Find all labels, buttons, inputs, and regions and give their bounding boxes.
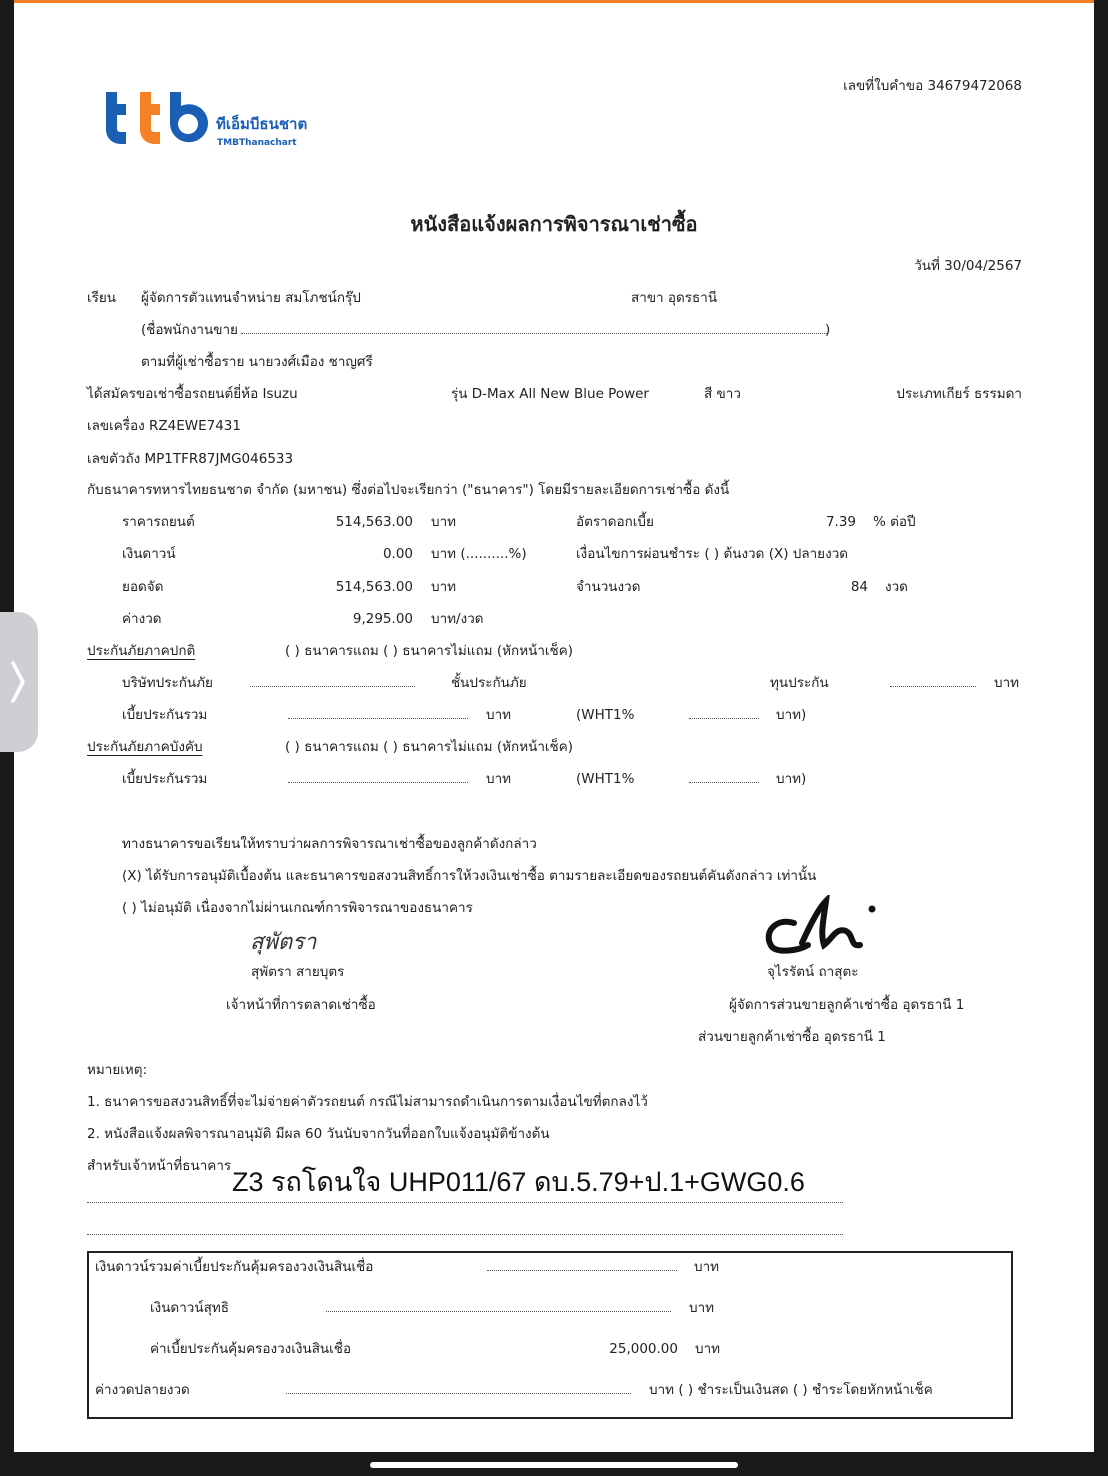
summary-credit-premium-label: ค่าเบี้ยประกันคุ้มครองวงเงินสินเชื่อ: [150, 1341, 352, 1357]
normal-wht-label: (WHT1%: [576, 707, 635, 723]
rate-unit: % ต่อปี: [873, 514, 916, 530]
vehicle-brand: ได้สมัครขอเช่าซื้อรถยนต์ยี่ห้อ Isuzu: [87, 386, 298, 402]
chevron-right-icon: [10, 660, 26, 704]
rate-label: อัตราดอกเบี้ย: [576, 514, 654, 530]
compulsory-insurance-options: ( ) ธนาคารแถม ( ) ธนาคารไม่แถม (หักหน้าเช็ค): [285, 739, 573, 755]
installment-unit: บาท/งวด: [431, 611, 484, 627]
normal-insurance-options: ( ) ธนาคารแถม ( ) ธนาคารไม่แถม (หักหน้าเช็ค): [285, 643, 573, 659]
vehicle-gear: ประเภทเกียร์ ธรรมดา: [896, 386, 1022, 402]
compulsory-premium-label: เบี้ยประกันรวม: [122, 771, 208, 787]
summary-net-down-unit: บาท: [689, 1300, 715, 1316]
summary-down-total-unit: บาท: [694, 1259, 720, 1275]
staff-dotline-1: [87, 1192, 843, 1203]
normal-wht-unit: บาท): [776, 707, 807, 723]
summary-down-total-label: เงินดาวน์รวมค่าเบี้ยประกันคุ้มครองวงเงินสินเชื่อ: [95, 1259, 374, 1275]
left-signer-name: สุพัตรา สายบุตร: [251, 964, 345, 980]
staff-use-label: สำหรับเจ้าหน้าที่ธนาคาร: [87, 1158, 232, 1174]
right-signer-title: ผู้จัดการส่วนขายลูกค้าเช่าซื้อ อุดรธานี 1: [729, 997, 965, 1013]
down-unit: บาท (..........%): [431, 546, 527, 562]
normal-premium-label: เบี้ยประกันรวม: [122, 707, 208, 723]
logo-thai-text: ทีเอ็มบีธนชาต: [216, 115, 308, 133]
count-label: จำนวนงวด: [576, 579, 641, 595]
notes-label: หมายเหตุ:: [87, 1062, 148, 1078]
summary-credit-premium-value: 25,000.00: [609, 1341, 678, 1357]
applicant-line: ตามที่ผู้เช่าซื้อราย นายวงศ์เมือง ชาญศรี: [141, 354, 373, 370]
compulsory-wht-unit: บาท): [776, 771, 807, 787]
document-title: หนังสือแจ้งผลการพิจารณาเช่าซื้อ: [410, 212, 698, 236]
compulsory-premium-dotline: [288, 772, 468, 783]
down-label: เงินดาวน์: [122, 546, 176, 562]
to-branch: สาขา อุดรธานี: [631, 290, 718, 306]
price-value: 514,563.00: [335, 514, 413, 530]
note-1: 1. ธนาคารขอสงวนสิทธิ์ที่จะไม่จ่ายค่าตัวรถยนต์ กรณีไม่สามารถดำเนินการตามเงื่อนไขที่ตกลงไว้: [87, 1094, 648, 1110]
summary-net-down-label: เงินดาวน์สุทธิ: [150, 1300, 229, 1316]
sum-unit: บาท: [994, 675, 1020, 691]
vehicle-color: สี ขาว: [704, 386, 741, 402]
reference-number: เลขที่ใบคำขอ 34679472068: [843, 78, 1022, 94]
logo-eng-text: TMBThanachart: [217, 138, 297, 148]
compulsory-wht-label: (WHT1%: [576, 771, 635, 787]
side-panel-tab[interactable]: [0, 612, 38, 752]
terms-label: เงื่อนไขการผ่อนชำระ ( ) ต้นงวด (X) ปลายงวด: [576, 546, 849, 562]
staff-dotline: [241, 323, 827, 334]
home-indicator[interactable]: [370, 1462, 738, 1468]
right-signer-department: ส่วนขายลูกค้าเช่าซื้อ อุดรธานี 1: [698, 1029, 886, 1045]
financed-label: ยอดจัด: [122, 579, 164, 595]
right-signature-icon: [758, 895, 888, 957]
to-label: เรียน: [87, 290, 117, 306]
engine-number: เลขเครื่อง RZ4EWE7431: [87, 418, 241, 434]
result-approved: (X) ได้รับการอนุมัติเบื้องต้น และธนาคารขอสงวนสิทธิ์การให้วงเงินเช่าซื้อ ตามรายละเอียดของรถยนต์คันดังกล่าว เท่านั้น: [122, 868, 817, 884]
compulsory-premium-unit: บาท: [486, 771, 512, 787]
to-name: ผู้จัดการตัวแทนจำหน่าย สมโภชน์กรุ๊ป: [141, 290, 361, 306]
result-intro: ทางธนาคารขอเรียนให้ทราบว่าผลการพิจารณาเช่าซื้อของลูกค้าดังกล่าว: [122, 836, 537, 852]
normal-premium-unit: บาท: [486, 707, 512, 723]
summary-final-installment-options: บาท ( ) ชำระเป็นเงินสด ( ) ชำระโดยหักหน้าเช็ค: [649, 1382, 933, 1398]
bank-line: กับธนาคารทหารไทยธนชาต จำกัด (มหาชน) ซึ่งต่อไปจะเรียกว่า ("ธนาคาร") โดยมีรายละเอียดการเช่าซื้อ ดังนี้: [87, 482, 730, 498]
class-label: ชั้นประกันภัย: [451, 675, 527, 691]
staff-close: ): [825, 322, 831, 338]
left-signer-title: เจ้าหน้าที่การตลาดเช่าซื้อ: [226, 997, 376, 1013]
staff-label: (ชื่อพนักงานขาย: [141, 322, 238, 338]
financed-unit: บาท: [431, 579, 457, 595]
summary-final-installment-dotline: [286, 1383, 631, 1394]
vehicle-model: รุ่น D-Max All New Blue Power: [451, 386, 649, 402]
price-label: ราคารถยนต์: [122, 514, 195, 530]
summary-down-total-dotline: [487, 1260, 677, 1271]
normal-wht-dotline: [689, 708, 759, 719]
installment-value: 9,295.00: [352, 611, 413, 627]
note-2: 2. หนังสือแจ้งผลพิจารณาอนุมัติ มีผล 60 วันนับจากวันที่ออกใบแจ้งอนุมัติข้างต้น: [87, 1126, 550, 1142]
result-rejected: ( ) ไม่อนุมัติ เนื่องจากไม่ผ่านเกณฑ์การพิจารณาของธนาคาร: [122, 900, 473, 916]
count-unit: งวด: [885, 579, 908, 595]
normal-insurance-label: ประกันภัยภาคปกติ: [87, 643, 196, 659]
summary-net-down-dotline: [326, 1301, 671, 1312]
down-value: 0.00: [382, 546, 413, 562]
handwritten-note: Z3 รถโดนใจ UHP011/67 ดบ.5.79+ป.1+GWG0.6: [232, 1167, 805, 1197]
installment-label: ค่างวด: [122, 611, 162, 627]
sum-label: ทุนประกัน: [770, 675, 829, 691]
staff-dotline-2: [87, 1224, 843, 1235]
sum-dotline: [890, 676, 976, 687]
count-value: 84: [850, 579, 868, 595]
financed-value: 514,563.00: [335, 579, 413, 595]
compulsory-wht-dotline: [689, 772, 759, 783]
document-date: วันที่ 30/04/2567: [914, 258, 1022, 274]
summary-final-installment-label: ค่างวดปลายงวด: [95, 1382, 190, 1398]
right-signer-name: จุไรรัตน์ ถาสุตะ: [767, 964, 859, 980]
document-page: [14, 0, 1094, 1452]
ttb-logo-icon: [98, 90, 208, 148]
chassis-number: เลขตัวถัง MP1TFR87JMG046533: [87, 451, 294, 467]
insurer-label: บริษัทประกันภัย: [122, 675, 213, 691]
compulsory-insurance-label: ประกันภัยภาคบังคับ: [87, 739, 203, 755]
rate-value: 7.39: [825, 514, 856, 530]
price-unit: บาท: [431, 514, 457, 530]
summary-credit-premium-unit: บาท: [695, 1341, 721, 1357]
left-signature: สุพัตรา: [250, 930, 317, 955]
normal-premium-dotline: [288, 708, 468, 719]
insurer-dotline: [250, 676, 415, 687]
top-accent-bar: [14, 0, 1094, 3]
